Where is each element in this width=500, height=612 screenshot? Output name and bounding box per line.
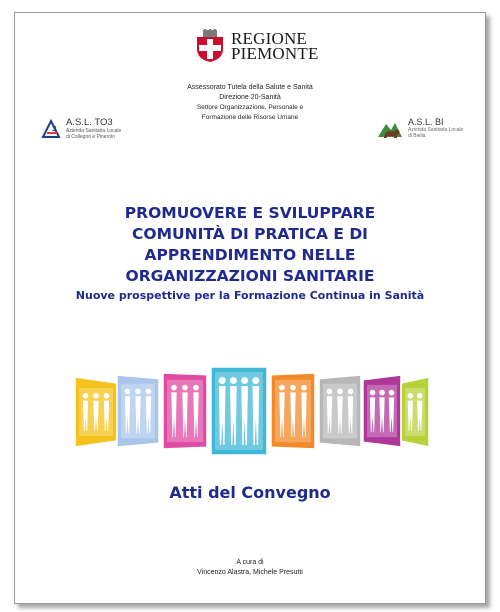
regione-piemonte-logo <box>193 29 319 63</box>
person-head <box>327 389 333 395</box>
person-head <box>348 389 354 395</box>
person-head <box>193 385 199 391</box>
person-head <box>301 385 307 391</box>
title-line-1: PROMUOVERE E SVILUPPARE <box>124 204 376 222</box>
person-head <box>125 389 131 395</box>
people-group-3 <box>163 373 207 449</box>
title-line-4: ORGANIZZAZIONI SANITARIE <box>125 267 375 285</box>
svg-text:3: 3 <box>52 125 57 133</box>
title-line-3: APPRENDIMENTO NELLE <box>144 246 356 264</box>
main-title-block <box>15 203 485 303</box>
people-groups-illustration <box>71 365 431 465</box>
asl-to3-logo <box>41 117 121 140</box>
settore-text-2: Formazione delle Risorse Umane <box>201 114 299 121</box>
person-head <box>171 385 177 391</box>
person-head <box>252 377 259 384</box>
curatori-names: Vincenzo Alastra, Michele Presutti <box>197 569 303 576</box>
region-name-line2: PIEMONTE <box>231 44 319 63</box>
person-head <box>337 389 343 395</box>
bear-mountain-icon <box>377 117 403 139</box>
curatori-block <box>15 558 485 578</box>
region-name-line1: REGIONE <box>231 29 307 48</box>
people-group-6 <box>319 375 361 447</box>
person-head <box>389 390 395 396</box>
person-head <box>379 390 385 396</box>
person-head <box>279 385 285 391</box>
atti-del-convegno: Atti del Convegno <box>169 483 331 502</box>
person-head <box>417 393 423 399</box>
person-head <box>83 393 89 399</box>
people-group-5 <box>271 373 315 449</box>
person-head <box>93 393 99 399</box>
people-group-7 <box>363 375 401 447</box>
person-head <box>241 377 248 384</box>
assessorato-text: Assessorato Tutela della Salute e Sanità <box>187 84 313 91</box>
person-head <box>182 385 188 391</box>
people-group-4 <box>211 367 267 455</box>
people-group-2 <box>117 375 159 447</box>
people-group-1 <box>75 377 117 447</box>
asl-to3-mark-icon <box>41 117 63 139</box>
settore-text: Settore Organizzazione, Personale e <box>196 104 304 111</box>
coat-of-arms-icon <box>193 29 227 63</box>
person-head <box>135 389 141 395</box>
asl-to3-title: A.S.L. TO3 <box>66 117 113 128</box>
person-head <box>104 393 110 399</box>
title-line-2: COMUNITÀ DI PRATICA E DI <box>132 225 368 243</box>
a-cura-label: A cura di <box>236 559 264 566</box>
person-head <box>370 390 376 396</box>
asl-bi-sub2: di Biella <box>408 133 426 139</box>
people-group-8 <box>401 377 429 447</box>
person-head <box>230 377 237 384</box>
asl-bi-logo <box>377 117 463 139</box>
person-head <box>146 389 152 395</box>
direzione-text: Direzione 20-Sanità <box>219 94 281 101</box>
person-head <box>290 385 296 391</box>
asl-bi-sub1: Azienda Sanitaria Locale <box>408 127 464 133</box>
person-head <box>219 377 226 384</box>
subtitle: Nuove prospettive per la Formazione Continua in Sanità <box>75 289 425 302</box>
asl-bi-title: A.S.L. BI <box>408 117 444 127</box>
asl-to3-sub2: di Collegno e Pinerolo <box>66 134 115 140</box>
document-cover <box>14 12 486 604</box>
person-head <box>408 393 414 399</box>
asl-to3-sub1: Azienda Sanitaria Locale <box>66 128 122 134</box>
